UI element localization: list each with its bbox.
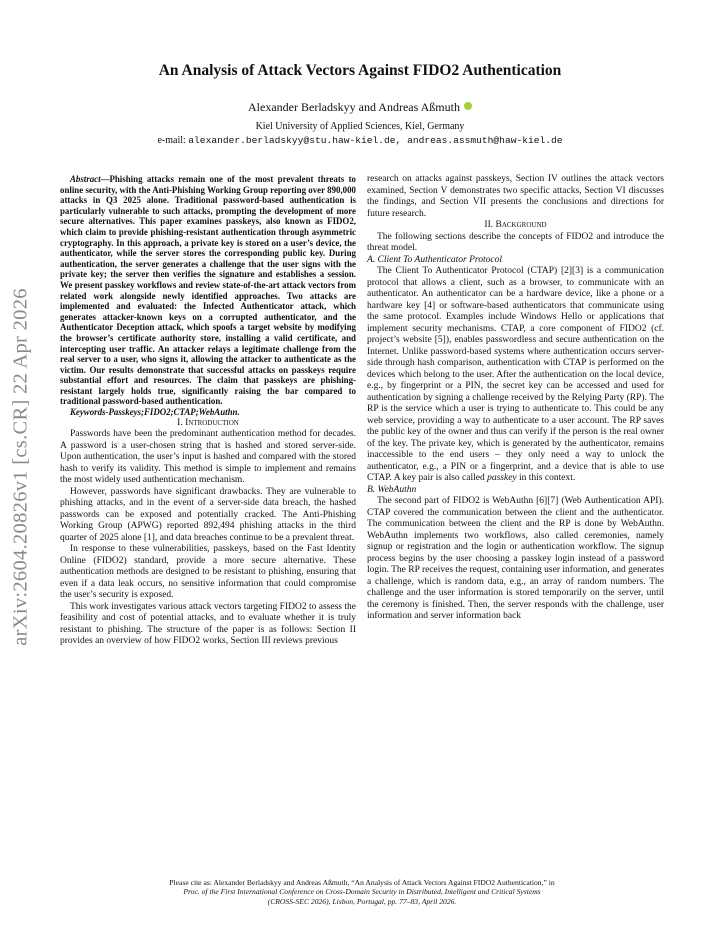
arxiv-watermark — [3, 258, 39, 676]
paragraph — [367, 266, 664, 485]
subsection-heading-ctap: A. Client To Authenticator Protocol — [367, 254, 503, 265]
author-affiliation: Kiel University of Applied Sciences, Kiel, Germany — [255, 121, 465, 132]
paragraph: The second part of FIDO2 is WebAuthn [6][7] (Web Authentication API). CTAP covered the communication between the client and the authenticator. The communication between the client and the RP is done by WebAuthn. WebAuthn implements two workflows, also called ceremonies, namely signup or registration and the login or authentication workflow. The signup process begins by the user choosing a passkey login instead of a password login. The RP receives the request, containing user information, and generates a challenge, which is random data, e.g., an array of random numbers. The challenge and the user information is stored temporarily on the server, until the ceremony is finished. Then, the server responds with the challenge, user information and server information back — [367, 496, 664, 621]
email-addresses[interactable]: alexander.berladskyy@stu.haw-kiel.de, andreas.assmuth@haw-kiel.de — [188, 135, 563, 146]
paragraph: The following sections describe the concepts of FIDO2 and introduce the threat model. — [367, 231, 664, 253]
abstract — [60, 174, 356, 407]
subsection-heading-webauthn: B. WebAuthn — [367, 484, 417, 495]
paper-title: An Analysis of Attack Vectors Against FIDO2 Authentication — [158, 62, 562, 79]
author-names: Alexander Berladskyy and Andreas Aßmuth — [248, 100, 460, 114]
citation-footer — [60, 878, 664, 906]
paragraph: This work investigates various attack vectors targeting FIDO2 to assess the feasibility and cost of potential attacks, and to evaluate whether it is truly resistant to phishing. The structure of the paper is as follows: Section II provides an overview of how FIDO2 works, Section III reviews previous — [60, 601, 356, 647]
abstract-label: Abstract — [70, 174, 101, 184]
paper-authors — [0, 100, 720, 115]
footer-line: Please cite as: Alexander Berladskyy and Andreas Aßmuth, “An Analysis of Attack Vectors Against FIDO2 Authentication,” in — [169, 878, 555, 887]
author-emails — [0, 135, 720, 146]
ctap-text-tail: in this context. — [516, 473, 576, 483]
section-heading-background: II. Background — [484, 220, 547, 230]
ctap-text: The Client To Authenticator Protocol (CTAP) [2][3] is a communication protocol that allows a client, such as a browser, to communicate with an authenticator. An authenticator can be a hardware device, like a phone or a hardware key [4] or software-based authenticators that communicate using the same protocol. Examples include Windows Hello or applications that implement security mechanisms. CTAP, a core component of FIDO2 (cf. project’s website [5]), enables passwordless and secure authentication on the Internet. Unlike password-based systems where authentication occurs server-side through hash comparison, authentication with CTAP is performed on the devices which belong to the user. After the authentication on the local device, e.g., by fingerprint or a PIN, the secret key can be accessed and used for authentication by signing a challenge received by the Relying Party (RP). The RP is the service which a user is trying to authenticate to. This could be any web service, providing a way to authenticate to a user account. The RP saves the public key of the owner and thus can verify if the person is the real owner of the key. The private key, which is generated by the authenticator, remains inaccessible to the end users – they only need a way to unlock the authenticator, e.g., a PIN or a fingerprint, and a device that is able to use CTAP. A key pair is also called — [367, 266, 664, 483]
paragraph: However, passwords have significant drawbacks. They are vulnerable to phishing attacks, and in the event of a server-side data breach, the hashed passwords can be exposed and potentially cracked. The Anti-Phishing Working Group (APWG) reported 892,494 phishing attacks in the third quarter of 2025 alone [1], and data breaches continue to be a prevalent threat. — [60, 486, 356, 543]
keywords: Keywords-Passkeys;FIDO2;CTAP;WebAuthn. — [70, 407, 240, 418]
passkey-term: passkey — [487, 473, 517, 483]
arxiv-identifier: arXiv:2604.20826v1 [cs.CR] 22 Apr 2026 — [9, 288, 32, 646]
email-label: e-mail: — [157, 135, 189, 146]
abstract-text: —Phishing attacks remain one of the most prevalent threats to online security, with the Anti-Phishing Working Group reporting over 890,000 attacks in Q3 2025 alone. Traditional password-based authentication is particularly vulnerable to such attacks, prompting the development of more secure alternatives. This paper examines passkeys, also known as FIDO2, which claim to provide phishing-resistant authentication through asymmetric cryptography. In this approach, a private key is stored on a user’s device, the authenticator, while the server stores the corresponding public key. During authentication, the server generates a challenge that the user signs with the private key; the server then verifies the signature and establishes a session. We present passkey workflows and review state-of-the-art attack vectors from related work alongside newly identified approaches. Two attacks are implemented and evaluated: the Infected Authenticator attack, which generates attacker-known keys on a corrupted authenticator, and the Authenticator Deception attack, which spoofs a target website by modifying the browser’s certificate authority store, installing a valid certificate, and intercepting user traffic. An attacker relays a legitimate challenge from the real server to a user, who signs it, allowing the attacker to authenticate as the victim. Our results demonstrate that successful attacks on passkeys require substantial effort and resources. The claim that passkeys are phishing-resistant largely holds true, significantly raising the bar compared to traditional password-based authentication. — [60, 174, 356, 407]
left-column — [60, 174, 356, 648]
section-heading-introduction: I. Introduction — [177, 417, 239, 428]
paragraph: In response to these vulnerabilities, passkeys, based on the Fast Identity Online (FIDO2) standard, provide a more secure alternative. These authentication methods are designed to be resistant to phishing, ensuring that even if a data leak occurs, no sensitive information that could compromise the user’s security is exposed. — [60, 544, 356, 601]
paragraph: Passwords have been the predominant authentication method for decades. A password is a user-chosen string that is hashed and stored server-side. Upon authentication, the user’s input is hashed and compared with the stored hash to verify its validity. This method is simple to implement and remains the most widely used authentication mechanism. — [60, 429, 356, 486]
orcid-icon[interactable] — [464, 102, 472, 110]
footer-line: (CROSS-SEC 2026), Lisbon, Portugal, pp. 77–83, April 2026. — [267, 896, 457, 906]
paragraph: research on attacks against passkeys, Section IV outlines the attack vectors examined, Section V demonstrates two specific attacks, Section VI discusses the findings, and Section VII presents the conclusions and directions for future research. — [367, 174, 664, 219]
right-column — [367, 174, 664, 623]
footer-line: Proc. of the First International Conference on Cross-Domain Security in Distributed, Intelligent and Critical Systems — [183, 887, 541, 897]
